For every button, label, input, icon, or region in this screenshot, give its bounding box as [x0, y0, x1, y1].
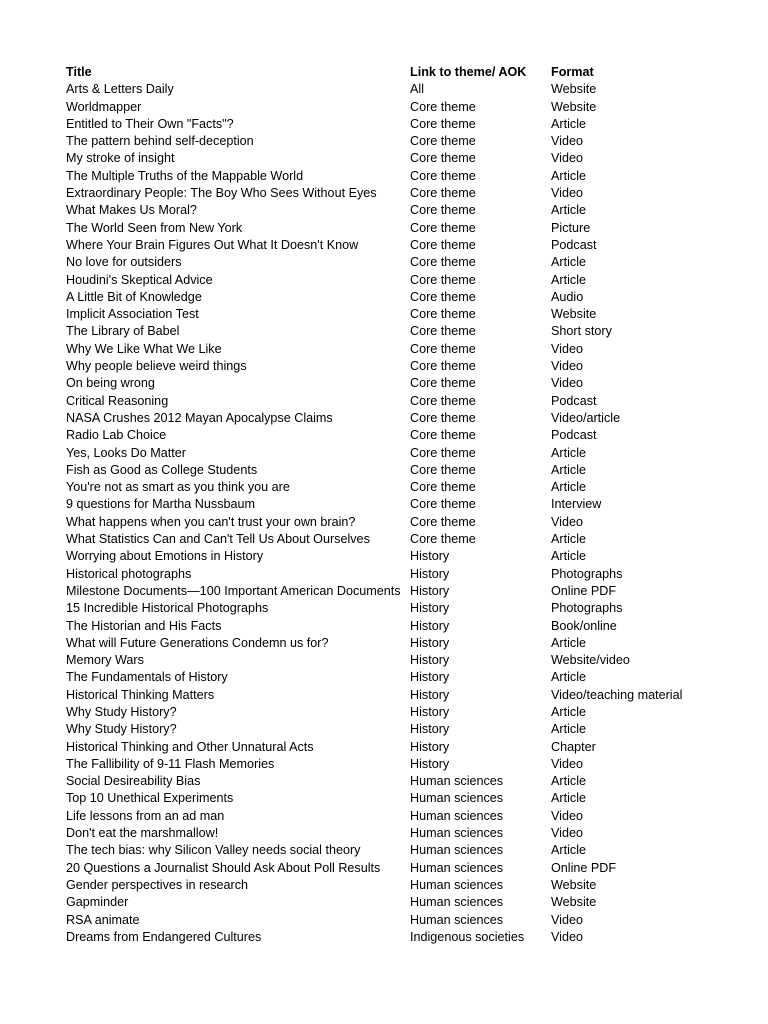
table-row	[66, 99, 746, 116]
row-theme: Core theme	[410, 134, 476, 149]
row-title: The Fallibility of 9-11 Flash Memories	[66, 756, 275, 771]
row-format: Video	[551, 514, 583, 529]
row-title: RSA animate	[66, 912, 140, 927]
table-row	[66, 912, 746, 929]
row-theme: Indigenous societies	[410, 929, 525, 944]
table-row	[66, 566, 746, 583]
row-theme: History	[410, 583, 450, 598]
row-format: Video	[551, 341, 583, 356]
table-row	[66, 116, 746, 133]
row-format: Website	[551, 895, 597, 910]
row-title: Historical Thinking and Other Unnatural Acts	[66, 739, 314, 754]
table-row	[66, 877, 746, 894]
row-theme: Core theme	[410, 376, 476, 391]
row-theme: Core theme	[410, 99, 476, 114]
row-theme: Core theme	[410, 168, 476, 183]
row-format: Video/teaching material	[551, 687, 683, 702]
row-format: Chapter	[551, 739, 596, 754]
row-format: Website/video	[551, 653, 630, 668]
table-row	[66, 842, 746, 859]
row-format: Online PDF	[551, 860, 617, 875]
row-theme: Core theme	[410, 428, 476, 443]
row-theme: Human sciences	[410, 860, 504, 875]
row-format: Website	[551, 307, 597, 322]
row-title: Arts & Letters Daily	[66, 82, 174, 97]
row-title: Worrying about Emotions in History	[66, 549, 264, 564]
row-title: The Historian and His Facts	[66, 618, 222, 633]
table-row	[66, 393, 746, 410]
row-title: Entitled to Their Own "Facts"?	[66, 116, 234, 131]
row-title: Yes, Looks Do Matter	[66, 445, 186, 460]
row-format: Book/online	[551, 618, 617, 633]
row-title: Radio Lab Choice	[66, 428, 167, 443]
row-format: Picture	[551, 220, 591, 235]
row-format: Photographs	[551, 566, 623, 581]
table-row	[66, 496, 746, 513]
resource-table	[66, 64, 746, 946]
row-title: Extraordinary People: The Boy Who Sees Without Eyes	[66, 186, 377, 201]
table-row	[66, 202, 746, 219]
table-row	[66, 739, 746, 756]
table-row	[66, 600, 746, 617]
table-row	[66, 531, 746, 548]
row-title: Don't eat the marshmallow!	[66, 826, 219, 841]
table-row	[66, 150, 746, 167]
table-row	[66, 272, 746, 289]
row-format: Video	[551, 151, 583, 166]
row-title: Why Study History?	[66, 722, 177, 737]
row-format: Video	[551, 808, 583, 823]
row-format: Article	[551, 532, 586, 547]
row-theme: History	[410, 756, 450, 771]
row-format: Website	[551, 82, 597, 97]
row-format: Article	[551, 462, 586, 477]
table-row	[66, 635, 746, 652]
row-theme: Core theme	[410, 220, 476, 235]
row-title: Milestone Documents—100 Important American Documents	[66, 583, 401, 598]
row-format: Interview	[551, 497, 602, 512]
header-title: Title	[66, 65, 92, 79]
row-format: Article	[551, 774, 586, 789]
row-title: Worldmapper	[66, 99, 142, 114]
row-theme: History	[410, 549, 450, 564]
row-title: 9 questions for Martha Nussbaum	[66, 497, 255, 512]
row-format: Article	[551, 255, 586, 270]
row-theme: Human sciences	[410, 912, 504, 927]
table-row	[66, 721, 746, 738]
row-title: Gapminder	[66, 895, 129, 910]
row-theme: Core theme	[410, 514, 476, 529]
row-theme: History	[410, 704, 450, 719]
row-title: Why We Like What We Like	[66, 341, 222, 356]
table-row	[66, 445, 746, 462]
row-title: Implicit Association Test	[66, 307, 199, 322]
row-format: Article	[551, 635, 586, 650]
table-row	[66, 254, 746, 271]
row-theme: History	[410, 635, 450, 650]
table-header	[66, 64, 746, 81]
row-title: Dreams from Endangered Cultures	[66, 929, 262, 944]
row-theme: Core theme	[410, 359, 476, 374]
row-theme: History	[410, 687, 450, 702]
row-format: Article	[551, 168, 586, 183]
row-theme: History	[410, 722, 450, 737]
row-theme: History	[410, 653, 450, 668]
row-format: Article	[551, 445, 586, 460]
row-format: Article	[551, 203, 586, 218]
table-row	[66, 185, 746, 202]
table-row	[66, 618, 746, 635]
row-theme: History	[410, 618, 450, 633]
table-row	[66, 929, 746, 946]
table-row	[66, 687, 746, 704]
row-title: No love for outsiders	[66, 255, 182, 270]
row-theme: Core theme	[410, 203, 476, 218]
row-theme: History	[410, 670, 450, 685]
row-format: Short story	[551, 324, 612, 339]
row-title: The Fundamentals of History	[66, 670, 228, 685]
row-title: Fish as Good as College Students	[66, 462, 258, 477]
row-format: Article	[551, 480, 586, 495]
table-row	[66, 81, 746, 98]
row-title: The tech bias: why Silicon Valley needs social theory	[66, 843, 361, 858]
table-row	[66, 341, 746, 358]
table-row	[66, 704, 746, 721]
table-row	[66, 358, 746, 375]
row-title: What Statistics Can and Can't Tell Us About Ourselves	[66, 532, 370, 547]
table-row	[66, 289, 746, 306]
row-title: Where Your Brain Figures Out What It Doesn't Know	[66, 237, 359, 252]
row-title: The World Seen from New York	[66, 220, 243, 235]
row-format: Video	[551, 826, 583, 841]
row-format: Video	[551, 359, 583, 374]
row-theme: History	[410, 601, 450, 616]
row-format: Article	[551, 549, 586, 564]
table-row	[66, 894, 746, 911]
row-title: 20 Questions a Journalist Should Ask About Poll Results	[66, 860, 381, 875]
header-theme: Link to theme/ AOK	[410, 65, 527, 79]
row-title: Historical photographs	[66, 566, 192, 581]
row-format: Article	[551, 791, 586, 806]
row-format: Article	[551, 272, 586, 287]
row-theme: Human sciences	[410, 774, 504, 789]
row-title: What happens when you can't trust your own brain?	[66, 514, 356, 529]
table-row	[66, 479, 746, 496]
row-format: Audio	[551, 289, 584, 304]
table-row	[66, 790, 746, 807]
row-title: Critical Reasoning	[66, 393, 169, 408]
table-row	[66, 514, 746, 531]
row-theme: Core theme	[410, 393, 476, 408]
row-format: Photographs	[551, 601, 623, 616]
row-format: Podcast	[551, 393, 597, 408]
row-format: Video	[551, 134, 583, 149]
row-theme: Core theme	[410, 497, 476, 512]
row-title: 15 Incredible Historical Photographs	[66, 601, 269, 616]
row-format: Video	[551, 376, 583, 391]
table-row	[66, 427, 746, 444]
row-format: Website	[551, 877, 597, 892]
table-row	[66, 168, 746, 185]
table-row	[66, 773, 746, 790]
row-theme: Core theme	[410, 289, 476, 304]
row-theme: Core theme	[410, 272, 476, 287]
row-theme: Human sciences	[410, 808, 504, 823]
row-theme: Core theme	[410, 410, 476, 425]
row-title: Why Study History?	[66, 704, 177, 719]
row-theme: Core theme	[410, 445, 476, 460]
row-title: The Multiple Truths of the Mappable World	[66, 168, 304, 183]
row-format: Website	[551, 99, 597, 114]
row-theme: Human sciences	[410, 826, 504, 841]
row-format: Article	[551, 670, 586, 685]
row-title: Social Desireability Bias	[66, 774, 201, 789]
row-theme: Core theme	[410, 532, 476, 547]
table-row	[66, 237, 746, 254]
header-format: Format	[551, 65, 594, 79]
table-row	[66, 462, 746, 479]
row-format: Video/article	[551, 410, 621, 425]
row-format: Article	[551, 843, 586, 858]
row-theme: Human sciences	[410, 791, 504, 806]
row-title: Houdini's Skeptical Advice	[66, 272, 213, 287]
row-theme: Core theme	[410, 255, 476, 270]
table-row	[66, 548, 746, 565]
row-theme: Human sciences	[410, 843, 504, 858]
table-row	[66, 652, 746, 669]
row-title: NASA Crushes 2012 Mayan Apocalypse Claims	[66, 410, 333, 425]
row-theme: Core theme	[410, 116, 476, 131]
row-format: Article	[551, 116, 586, 131]
row-title: A Little Bit of Knowledge	[66, 289, 202, 304]
row-title: Gender perspectives in research	[66, 877, 249, 892]
table-row	[66, 410, 746, 427]
row-format: Video	[551, 186, 583, 201]
row-format: Article	[551, 704, 586, 719]
table-row	[66, 756, 746, 773]
row-theme: History	[410, 739, 450, 754]
table-row	[66, 133, 746, 150]
row-format: Online PDF	[551, 583, 617, 598]
row-title: The Library of Babel	[66, 324, 180, 339]
row-theme: Core theme	[410, 151, 476, 166]
table-row	[66, 825, 746, 842]
row-theme: History	[410, 566, 450, 581]
table-row	[66, 860, 746, 877]
table-row	[66, 220, 746, 237]
row-format: Video	[551, 756, 583, 771]
row-title: What will Future Generations Condemn us for?	[66, 635, 329, 650]
row-theme: Core theme	[410, 307, 476, 322]
row-title: Life lessons from an ad man	[66, 808, 225, 823]
row-title: What Makes Us Moral?	[66, 203, 197, 218]
row-title: The pattern behind self-deception	[66, 134, 254, 149]
row-theme: Core theme	[410, 341, 476, 356]
row-theme: Human sciences	[410, 895, 504, 910]
row-format: Article	[551, 722, 586, 737]
row-format: Video	[551, 929, 583, 944]
row-format: Podcast	[551, 237, 597, 252]
table-row	[66, 323, 746, 340]
table-row	[66, 375, 746, 392]
row-title: You're not as smart as you think you are	[66, 480, 290, 495]
table-row	[66, 669, 746, 686]
row-title: Top 10 Unethical Experiments	[66, 791, 234, 806]
row-theme: All	[410, 82, 424, 97]
table-row	[66, 808, 746, 825]
row-theme: Core theme	[410, 237, 476, 252]
table-body	[66, 81, 746, 946]
row-title: My stroke of insight	[66, 151, 175, 166]
row-theme: Human sciences	[410, 877, 504, 892]
row-theme: Core theme	[410, 324, 476, 339]
row-theme: Core theme	[410, 480, 476, 495]
row-format: Podcast	[551, 428, 597, 443]
row-theme: Core theme	[410, 462, 476, 477]
row-theme: Core theme	[410, 186, 476, 201]
row-title: Historical Thinking Matters	[66, 687, 215, 702]
table-row	[66, 306, 746, 323]
row-title: On being wrong	[66, 376, 155, 391]
row-format: Video	[551, 912, 583, 927]
table-row	[66, 583, 746, 600]
row-title: Memory Wars	[66, 653, 144, 668]
row-title: Why people believe weird things	[66, 359, 247, 374]
